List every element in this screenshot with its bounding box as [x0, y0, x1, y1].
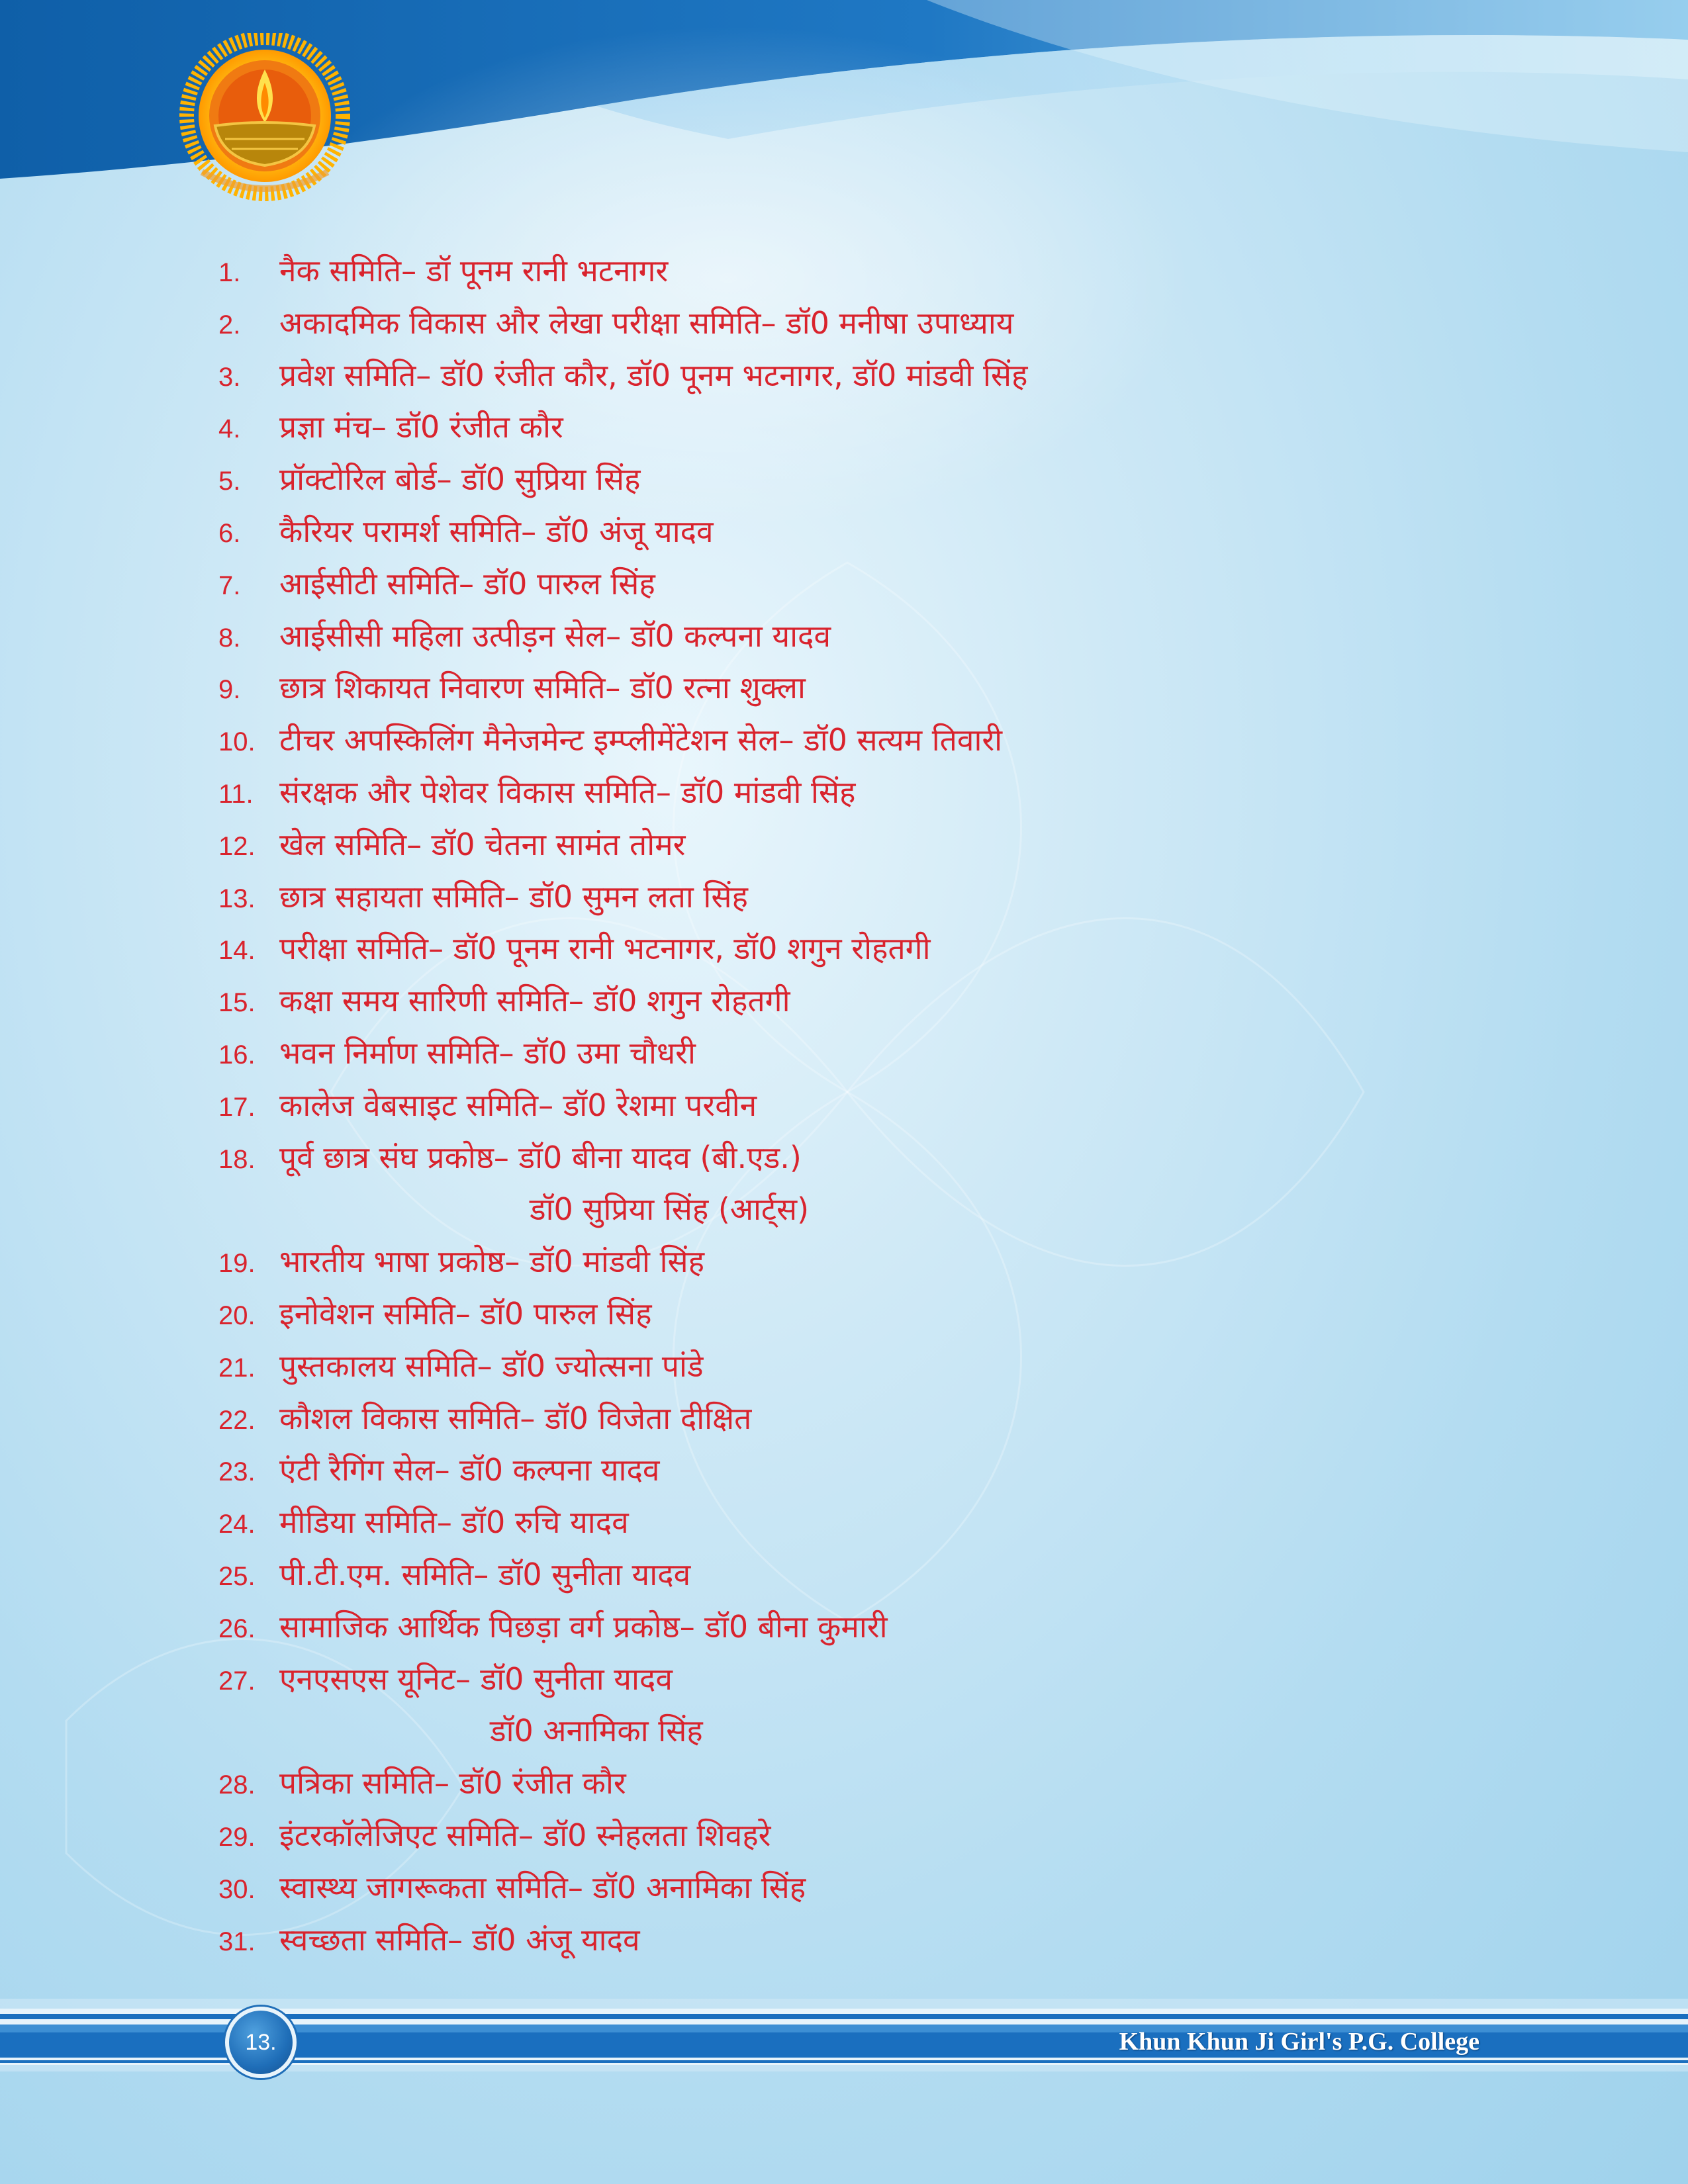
committee-item: [218, 453, 1476, 506]
committee-item: [218, 297, 1476, 349]
item-number: 14.: [218, 936, 256, 966]
item-text: टीचर अपस्किलिंग मैनेजमेन्ट इम्प्लीमेंटेशन सेल– डॉ0 सत्यम तिवारी: [279, 722, 1003, 758]
committee-item: [218, 1809, 1476, 1862]
item-number: 17.: [218, 1092, 256, 1122]
item-text: अकादमिक विकास और लेखा परीक्षा समिति– डॉ0 मनीषा उपाध्याय: [279, 304, 1014, 341]
item-number: 2.: [218, 310, 241, 340]
committee-item: [218, 1392, 1476, 1445]
item-number: 19.: [218, 1249, 256, 1279]
committee-item: [218, 1914, 1476, 1966]
item-number: 13.: [218, 884, 256, 913]
item-text: एनएसएस यूनिट– डॉ0 सुनीता यादव: [279, 1661, 673, 1697]
item-text: कक्षा समय सारिणी समिति– डॉ0 शगुन रोहतगी: [279, 983, 790, 1019]
committee-item: [218, 1757, 1476, 1809]
committee-item: [218, 1862, 1476, 1914]
item-text: पूर्व छात्र संघ प्रकोष्ठ– डॉ0 बीना यादव (बी.एड.): [279, 1139, 802, 1175]
item-text: पी.टी.एम. समिति– डॉ0 सुनीता यादव: [279, 1556, 691, 1592]
item-text: कैरियर परामर्श समिति– डॉ0 अंजू यादव: [279, 513, 714, 549]
item-text: प्रज्ञा मंच– डॉ0 रंजीत कौर: [279, 409, 563, 445]
item-number: 12.: [218, 831, 256, 861]
item-number: 16.: [218, 1040, 256, 1069]
item-text: पुस्तकालय समिति– डॉ0 ज्योत्सना पांडे: [279, 1347, 704, 1384]
committee-item: [218, 349, 1476, 402]
item-number: 31.: [218, 1927, 256, 1956]
committee-item: [218, 245, 1476, 297]
item-number: 4.: [218, 414, 241, 444]
committee-list: [218, 245, 1476, 1966]
item-text: इंटरकॉलेजिएट समिति– डॉ0 स्नेहलता शिवहरे: [279, 1817, 771, 1853]
committee-item: [218, 1027, 1476, 1079]
item-text: आईसीटी समिति– डॉ0 पारुल सिंह: [279, 565, 655, 602]
item-number: 30.: [218, 1874, 256, 1904]
item-text: प्रवेश समिति– डॉ0 रंजीत कौर, डॉ0 पूनम भटनागर, डॉ0 मांडवी सिंह: [279, 357, 1028, 393]
item-text: मीडिया समिति– डॉ0 रुचि यादव: [279, 1504, 629, 1541]
committee-item: [218, 766, 1476, 819]
item-text: छात्र सहायता समिति– डॉ0 सुमन लता सिंह: [279, 878, 748, 915]
item-number: 22.: [218, 1405, 256, 1435]
item-number: 11.: [218, 779, 254, 809]
item-text: प्रॉक्टोरिल बोर्ड– डॉ0 सुप्रिया सिंह: [279, 461, 641, 498]
committee-item: [218, 1653, 1476, 1706]
committee-item: [218, 506, 1476, 558]
item-text: छात्र शिकायत निवारण समिति– डॉ0 रत्ना शुक्ला: [279, 670, 806, 706]
item-number: 10.: [218, 727, 256, 757]
item-number: 3.: [218, 362, 241, 392]
committee-item: [218, 819, 1476, 871]
item-text: सामाजिक आर्थिक पिछड़ा वर्ग प्रकोष्ठ– डॉ0 बीना कुमारी: [279, 1608, 888, 1645]
item-text: भवन निर्माण समिति– डॉ0 उमा चौधरी: [279, 1034, 696, 1071]
item-text: संरक्षक और पेशेवर विकास समिति– डॉ0 मांडवी सिंह: [279, 774, 856, 810]
item-number: 20.: [218, 1300, 256, 1330]
page-number: 13.: [245, 2029, 277, 2055]
committee-item: [218, 401, 1476, 453]
item-number: 25.: [218, 1561, 256, 1591]
committee-item: [218, 871, 1476, 923]
item-text: कौशल विकास समिति– डॉ0 विजेता दीक्षित: [279, 1400, 752, 1436]
item-number: 24.: [218, 1510, 256, 1539]
committee-item: [218, 610, 1476, 662]
college-name: Khun Khun Ji Girl's P.G. College: [1119, 2028, 1479, 2056]
committee-item: [218, 558, 1476, 610]
committee-item: [218, 1079, 1476, 1132]
committee-item-continuation: डॉ0 सुप्रिया सिंह (आर्ट्स): [530, 1191, 810, 1228]
item-number: 26.: [218, 1614, 256, 1643]
committee-item: [218, 1601, 1476, 1653]
item-number: 9.: [218, 675, 241, 705]
item-text: भारतीय भाषा प्रकोष्ठ– डॉ0 मांडवी सिंह: [279, 1244, 705, 1280]
item-text: नैक समिति– डॉ पूनम रानी भटनागर: [279, 253, 669, 289]
item-number: 6.: [218, 518, 241, 548]
college-logo: [175, 33, 354, 212]
item-number: 18.: [218, 1144, 256, 1174]
item-number: 29.: [218, 1822, 256, 1852]
item-text: परीक्षा समिति– डॉ0 पूनम रानी भटनागर, डॉ0 शगुन रोहतगी: [279, 931, 931, 967]
item-number: 21.: [218, 1353, 256, 1383]
item-text: कालेज वेबसाइट समिति– डॉ0 रेशमा परवीन: [279, 1087, 757, 1123]
page-number-badge: [225, 2007, 297, 2078]
item-number: 28.: [218, 1770, 256, 1800]
item-number: 7.: [218, 570, 241, 600]
committee-item: [218, 975, 1476, 1027]
committee-item-continuation: डॉ0 अनामिका सिंह: [490, 1713, 703, 1749]
item-number: 15.: [218, 988, 256, 1018]
committee-item: [218, 1288, 1476, 1340]
item-number: 8.: [218, 623, 241, 653]
item-text: इनोवेशन समिति– डॉ0 पारुल सिंह: [279, 1295, 652, 1332]
item-number: 5.: [218, 467, 241, 496]
item-text: स्वच्छता समिति– डॉ0 अंजू यादव: [279, 1921, 640, 1958]
committee-item: [218, 1444, 1476, 1496]
item-text: आईसीसी महिला उत्पीड़न सेल– डॉ0 कल्पना यादव: [279, 617, 831, 654]
item-number: 1.: [218, 258, 241, 287]
committee-item: [218, 714, 1476, 766]
committee-item: [218, 1236, 1476, 1288]
committee-item: [218, 1496, 1476, 1549]
committee-item: [218, 662, 1476, 714]
item-number: 27.: [218, 1666, 256, 1696]
item-number: 23.: [218, 1457, 256, 1487]
item-text: एंटी रैगिंग सेल– डॉ0 कल्पना यादव: [279, 1452, 660, 1488]
committee-item: [218, 1132, 1476, 1184]
item-text: खेल समिति– डॉ0 चेतना सामंत तोमर: [279, 826, 686, 862]
committee-item: [218, 1549, 1476, 1601]
item-text: पत्रिका समिति– डॉ0 रंजीत कौर: [279, 1765, 626, 1801]
committee-item: [218, 923, 1476, 975]
committee-item: [218, 1340, 1476, 1392]
item-text: स्वास्थ्य जागरूकता समिति– डॉ0 अनामिका सिंह: [279, 1869, 806, 1905]
